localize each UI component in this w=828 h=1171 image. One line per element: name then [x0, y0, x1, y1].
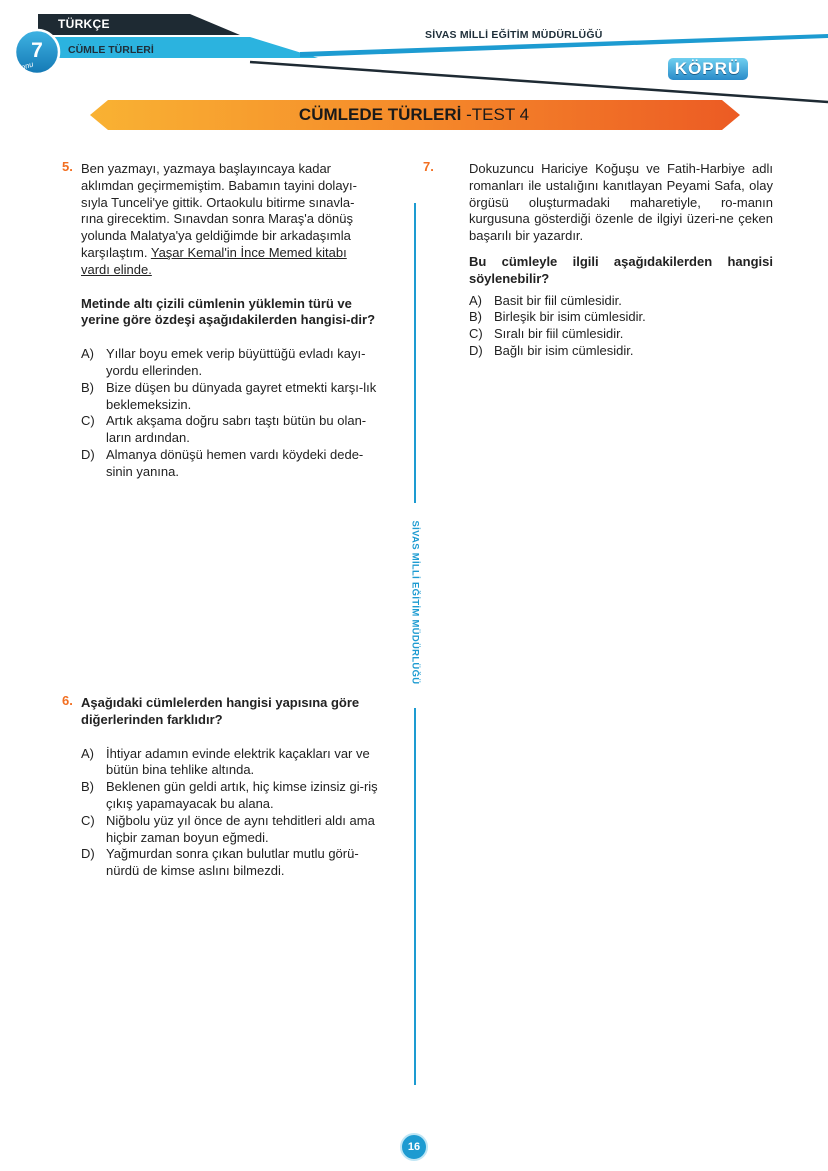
q5-options [81, 346, 387, 480]
page-number: 16 [400, 1133, 428, 1161]
q5-option-c[interactable] [81, 413, 387, 447]
q5-passage-line: yolunda Malatya'ya geldiğimde bir arkadaşımla [81, 228, 351, 244]
q7-number: 7. [423, 159, 434, 174]
q6-option-d[interactable] [81, 846, 387, 880]
option-text: Yıllar boyu emek verip büyüttüğü evladı kayı-yordu ellerinden. [106, 346, 366, 378]
q7-stem: Bu cümleyle ilgili aşağıdakilerden hangisi söylenebilir? [469, 253, 773, 286]
q6-option-a[interactable] [81, 746, 387, 780]
q7-body [469, 161, 773, 360]
q6-options [81, 746, 387, 880]
q5-stem: Metinde altı çizili cümlenin yüklemin türü ve yerine göre özdeşi aşağıdakilerden hangisi-dir? [81, 295, 376, 328]
unit-number: 7 [31, 39, 43, 62]
option-text: Basit bir fiil cümlesidir. [494, 292, 622, 308]
test-title [90, 100, 738, 130]
q5-passage-line [81, 262, 387, 279]
q5-passage-line: rına girecektim. Sınavdan sonra Maraş'a dönüş [81, 211, 354, 227]
option-letter: B) [469, 309, 482, 325]
q7-option-d[interactable] [469, 343, 773, 360]
q5-passage-plain: karşılaştım. [81, 244, 148, 260]
option-letter: B) [81, 379, 94, 395]
q6-stem: Aşağıdaki cümlelerden hangisi yapısına göre diğerlerinden farklıdır? [81, 695, 360, 727]
q5-passage-line: Ben yazmayı, yazmaya başlayıncaya kadar [81, 161, 332, 176]
test-title-main: CÜMLEDE TÜRLERİ [298, 105, 462, 124]
option-text: Birleşik bir isim cümlesidir. [494, 309, 646, 325]
option-text: Yağmurdan sonra çıkan bulutlar mutlu görü-nürdü de kimse aslını bilmezdi. [106, 846, 359, 879]
option-letter: A) [469, 292, 482, 308]
q6-option-c[interactable] [81, 813, 387, 847]
option-letter: A) [81, 745, 94, 761]
option-text: Bize düşen bu dünyada gayret etmekti karşı-lık beklemeksizin. [106, 379, 377, 412]
option-text: Sıralı bir fiil cümlesidir. [494, 326, 624, 342]
q7-option-b[interactable] [469, 309, 773, 326]
q5-option-a[interactable] [81, 346, 387, 380]
option-text: Almanya dönüşü hemen vardı köydeki dede-sinin yanına. [106, 446, 364, 479]
option-text: Niğbolu yüz yıl önce de aynı tehditleri aldı ama hiçbir zaman boyun eğmedi. [106, 812, 375, 845]
test-title-suffix: -TEST 4 [461, 105, 530, 124]
q5-number: 5. [62, 159, 73, 174]
side-publisher-label: SİVAS MİLLİ EĞİTİM MÜDÜRLÜĞÜ [409, 520, 421, 685]
q6-option-b[interactable] [81, 779, 387, 813]
q5-passage-line [81, 245, 387, 262]
option-text: Artık akşama doğru sabrı taştı bütün bu olan-ların ardından. [106, 413, 367, 446]
option-text: İhtiyar adamın evinde elektrik kaçakları var ve bütün bina tehlike altında. [106, 745, 370, 778]
option-letter: C) [81, 812, 95, 828]
q7-option-c[interactable] [469, 326, 773, 343]
q5-body [81, 161, 387, 481]
q5-passage-line: sıyla Tunceli'ye gittik. Ortaokulu bitirme sınavla- [81, 194, 355, 210]
subject-label: TÜRKÇE [58, 17, 110, 31]
publisher-name: SİVAS MİLLİ EĞİTİM MÜDÜRLÜĞÜ [425, 29, 603, 41]
option-letter: C) [469, 326, 483, 342]
q5-option-b[interactable] [81, 380, 387, 414]
option-letter: D) [81, 846, 95, 862]
option-letter: D) [81, 446, 95, 462]
q7-passage: Dokuzuncu Hariciye Koğuşu ve Fatih-Harbiye adlı romanları ile ustalığını kanıtlayan Peyami Safa, olay örgüsü oluşturmadaki maharetiyle, ro-manın kurgusuna gösterdiği özenle de ilgiyi üzeri-ne çeken başarılı bir yazardır. [469, 161, 773, 244]
unit-label: Konu [15, 59, 35, 74]
option-letter: D) [469, 342, 483, 358]
q7-options [469, 293, 773, 360]
q5-underlined-sentence-end: vardı elinde. [81, 261, 152, 277]
q5-option-d[interactable] [81, 447, 387, 481]
brand-logo: KÖPRÜ [668, 58, 748, 80]
option-letter: A) [81, 346, 94, 362]
q6-number: 6. [62, 693, 73, 708]
q7-option-a[interactable] [469, 293, 773, 310]
option-letter: C) [81, 413, 95, 429]
q5-underlined-sentence: Yaşar Kemal'in İnce Memed kitabı [150, 244, 347, 260]
q6-body [81, 695, 387, 880]
option-text: Bağlı bir isim cümlesidir. [494, 342, 634, 358]
q5-passage-line: aklımdan geçirmemiştim. Babamın tayini dolayı- [81, 177, 357, 193]
option-text: Beklenen gün geldi artık, hiç kimse izinsiz gi-riş çıkış yapamayacak bu alana. [106, 779, 378, 811]
option-letter: B) [81, 779, 94, 795]
topic-label: CÜMLE TÜRLERİ [68, 44, 154, 56]
